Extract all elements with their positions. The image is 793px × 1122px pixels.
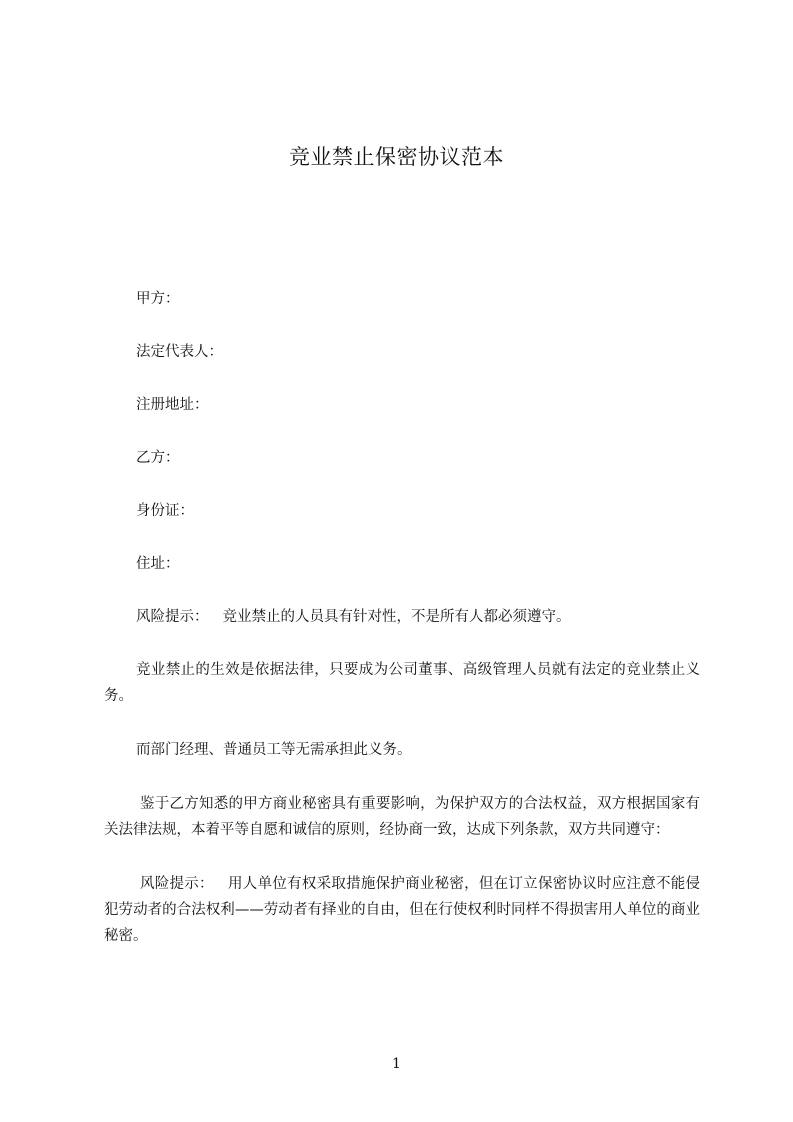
risk-text: 用人单位有权采取措施保护商业秘密，但在订立保密协议时应注意不能侵犯劳动者的合法权利——劳动者有择业的自由，但在行使权利时同样不得损害用人单位的商业秘密。 xyxy=(104,876,701,944)
field-id-card xyxy=(104,498,700,524)
field-label: 乙方： xyxy=(136,450,180,466)
field-party-a xyxy=(104,286,700,312)
field-label: 甲方： xyxy=(136,291,180,307)
risk-label: 风险提示： xyxy=(136,609,209,625)
document-body xyxy=(104,286,700,977)
field-label: 住址： xyxy=(136,556,180,572)
field-label: 身份证： xyxy=(136,503,194,519)
field-residence xyxy=(104,551,700,577)
field-registered-address xyxy=(104,392,700,418)
field-label: 注册地址： xyxy=(136,397,209,413)
paragraph-no-obligation: 而部门经理、普通员工等无需承担此义务。 xyxy=(136,742,412,758)
risk-notice-1 xyxy=(104,604,700,630)
field-legal-representative xyxy=(104,339,700,365)
field-label: 法定代表人： xyxy=(136,344,223,360)
risk-notice-2 xyxy=(104,871,700,949)
document-title: 竞业禁止保密协议范本 xyxy=(289,145,504,169)
paragraph-statutory-duty: 竞业禁止的生效是依据法律，只要成为公司董事、高级管理人员就有法定的竞业禁止义务。 xyxy=(104,662,700,704)
risk-label: 风险提示： xyxy=(140,876,214,892)
page-number: 1 xyxy=(392,1056,401,1072)
field-party-b xyxy=(104,445,700,471)
paragraph-recital: 鉴于乙方知悉的甲方商业秘密具有重要影响，为保护双方的合法权益，双方根据国家有关法律法规，本着平等自愿和诚信的原则，经协商一致，达成下列条款，双方共同遵守： xyxy=(104,796,700,838)
risk-text: 竞业禁止的人员具有针对性，不是所有人都必须遵守。 xyxy=(222,609,571,625)
